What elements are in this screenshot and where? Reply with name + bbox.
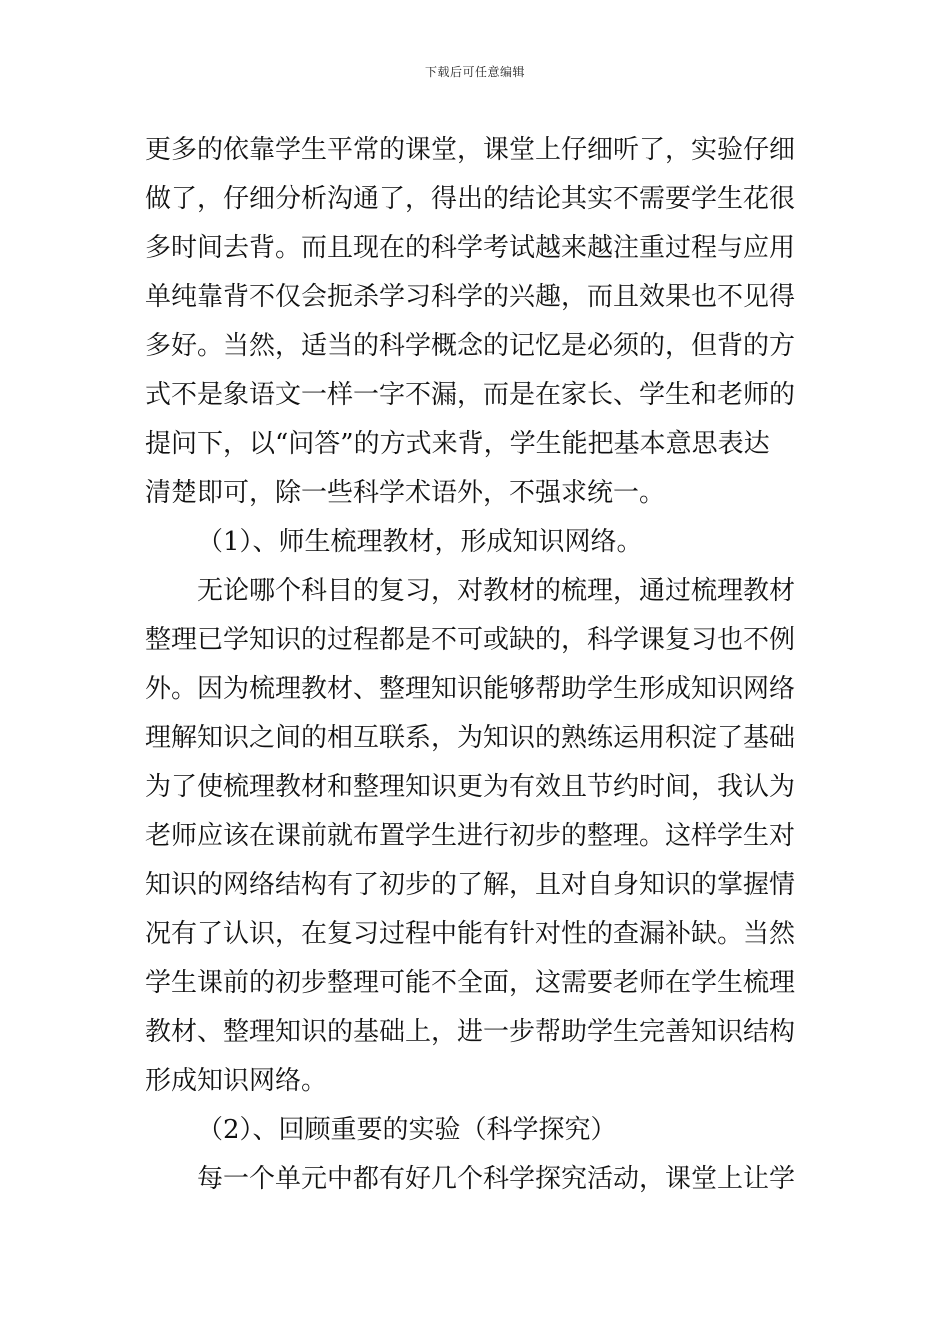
page-header: 下载后可任意编辑 [424,65,525,79]
paragraph-line: 外。因为梳理教材、整理知识能够帮助学生形成知识网络 [145,674,796,704]
paragraph-line: 更多的依靠学生平常的课堂，课堂上仔细听了，实验仔细 [145,135,796,165]
paragraph-line: 清楚即可，除一些科学术语外，不强求统一。 [145,478,666,508]
paragraph-line: 提问下，以“问答”的方式来背，学生能把基本意思表达 [145,429,770,459]
paragraph-line: 无论哪个科目的复习，对教材的梳理，通过梳理教材 [197,576,796,606]
paragraph-line: 况有了认识，在复习过程中能有针对性的查漏补缺。当然 [145,919,796,949]
paragraph-line: 式不是象语文一样一字不漏，而是在家长、学生和老师的 [145,380,796,410]
paragraph-line: 整理已学知识的过程都是不可或缺的，科学课复习也不例 [145,625,796,655]
section-heading: （1）、师生梳理教材，形成知识网络。 [197,527,643,557]
paragraph-line: 每一个单元中都有好几个科学探究活动，课堂上让学 [197,1164,796,1194]
paragraph-line: 知识的网络结构有了初步的了解，且对自身知识的掌握情 [145,870,796,900]
paragraph-line: 教材、整理知识的基础上，进一步帮助学生完善知识结构 [145,1017,796,1047]
paragraph-line: 形成知识网络。 [145,1066,328,1096]
paragraph-line: 多时间去背。而且现在的科学考试越来越注重过程与应用 [145,233,796,263]
paragraph-line: 老师应该在课前就布置学生进行初步的整理。这样学生对 [145,821,796,851]
paragraph-line: 学生课前的初步整理可能不全面，这需要老师在学生梳理 [145,968,796,998]
paragraph-line: 理解知识之间的相互联系，为知识的熟练运用积淀了基础 [145,723,796,753]
paragraph-line: 做了，仔细分析沟通了，得出的结论其实不需要学生花很 [145,184,796,214]
paragraph-line: 多好。当然，适当的科学概念的记忆是必须的，但背的方 [145,331,796,361]
paragraph-line: 为了使梳理教材和整理知识更为有效且节约时间，我认为 [145,772,796,802]
document-body [145,126,810,1204]
section-heading: （2）、回顾重要的实验（科学探究） [197,1115,617,1145]
paragraph-line: 单纯靠背不仅会扼杀学习科学的兴趣，而且效果也不见得 [145,282,796,312]
